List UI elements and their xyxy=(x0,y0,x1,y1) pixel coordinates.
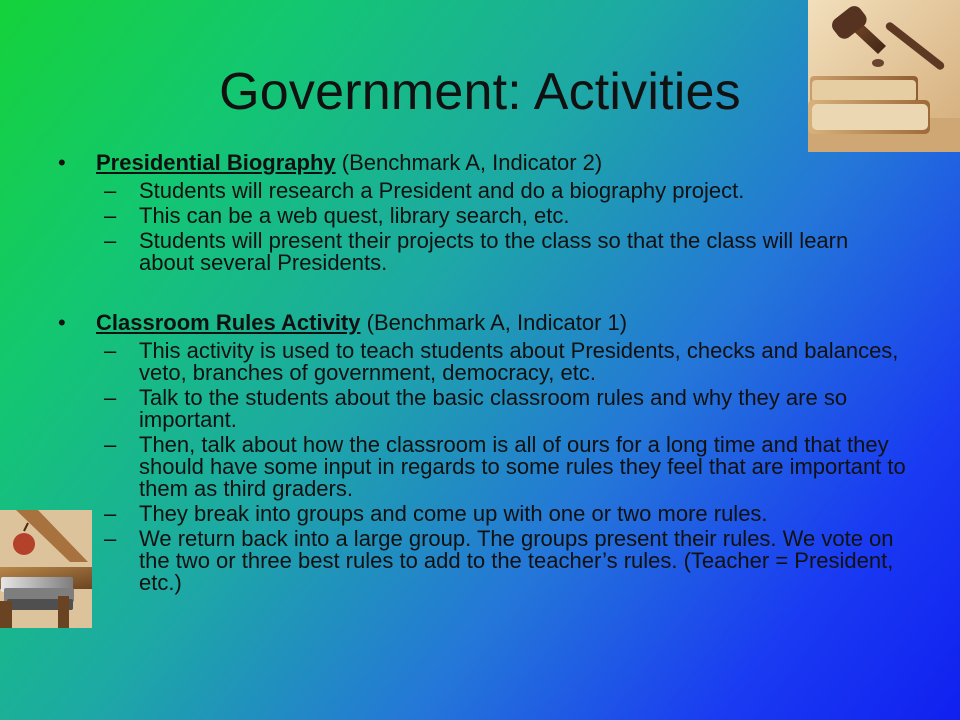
list-item-text: Students will research a President and do a biography project. xyxy=(139,178,745,203)
list-item xyxy=(104,230,908,274)
gavel-books-image xyxy=(808,0,960,152)
list-item xyxy=(104,503,908,525)
page-title: Government: Activities xyxy=(219,63,741,121)
list-item xyxy=(104,180,908,202)
list-item-text: This can be a web quest, library search, etc. xyxy=(139,203,570,228)
activity-heading-row-1 xyxy=(58,150,908,176)
dash-icon: – xyxy=(104,501,117,526)
dash-icon: – xyxy=(104,228,117,253)
list-item-text: We return back into a large group. The groups present their rules. We vote on the two or three best rules to add to the teacher’s rules. (Teacher = President, etc.) xyxy=(139,526,894,595)
activity-section-1 xyxy=(58,150,908,274)
list-item-text: Then, talk about how the classroom is all of ours for a long time and that they should have some input in regards to some rules they feel that are important to them as third graders. xyxy=(139,432,906,501)
bullet-icon: • xyxy=(58,310,66,335)
list-item-text: They break into groups and come up with one or two more rules. xyxy=(139,501,768,526)
list-item-text: Students will present their projects to the class so that the class will learn about several Presidents. xyxy=(139,228,849,275)
dash-icon: – xyxy=(104,203,117,228)
activity-subitems-1 xyxy=(104,180,908,274)
dash-icon: – xyxy=(104,432,117,457)
list-item-text: This activity is used to teach students about Presidents, checks and balances, veto, branches of government, democracy, etc. xyxy=(139,338,899,385)
list-item xyxy=(104,434,908,500)
activity-title-link[interactable]: Presidential Biography xyxy=(96,150,336,175)
list-item-text: Talk to the students about the basic classroom rules and why they are so important. xyxy=(139,385,848,432)
activity-subitems-2 xyxy=(104,340,908,594)
classroom-image xyxy=(0,510,92,628)
list-item xyxy=(104,340,908,384)
activity-title-link[interactable]: Classroom Rules Activity xyxy=(96,310,361,335)
classroom-graphic xyxy=(0,510,92,628)
gavel-books-graphic xyxy=(808,0,960,152)
bullet-icon: • xyxy=(58,150,66,175)
activity-heading-row-2 xyxy=(58,310,908,336)
dash-icon: – xyxy=(104,178,117,203)
dash-icon: – xyxy=(104,385,117,410)
activity-benchmark: (Benchmark A, Indicator 2) xyxy=(341,150,603,175)
dash-icon: – xyxy=(104,338,117,363)
dash-icon: – xyxy=(104,526,117,551)
list-item xyxy=(104,387,908,431)
list-item xyxy=(104,528,908,594)
activity-benchmark: (Benchmark A, Indicator 1) xyxy=(366,310,628,335)
slide-content xyxy=(58,150,908,630)
activity-section-2 xyxy=(58,310,908,594)
list-item xyxy=(104,205,908,227)
